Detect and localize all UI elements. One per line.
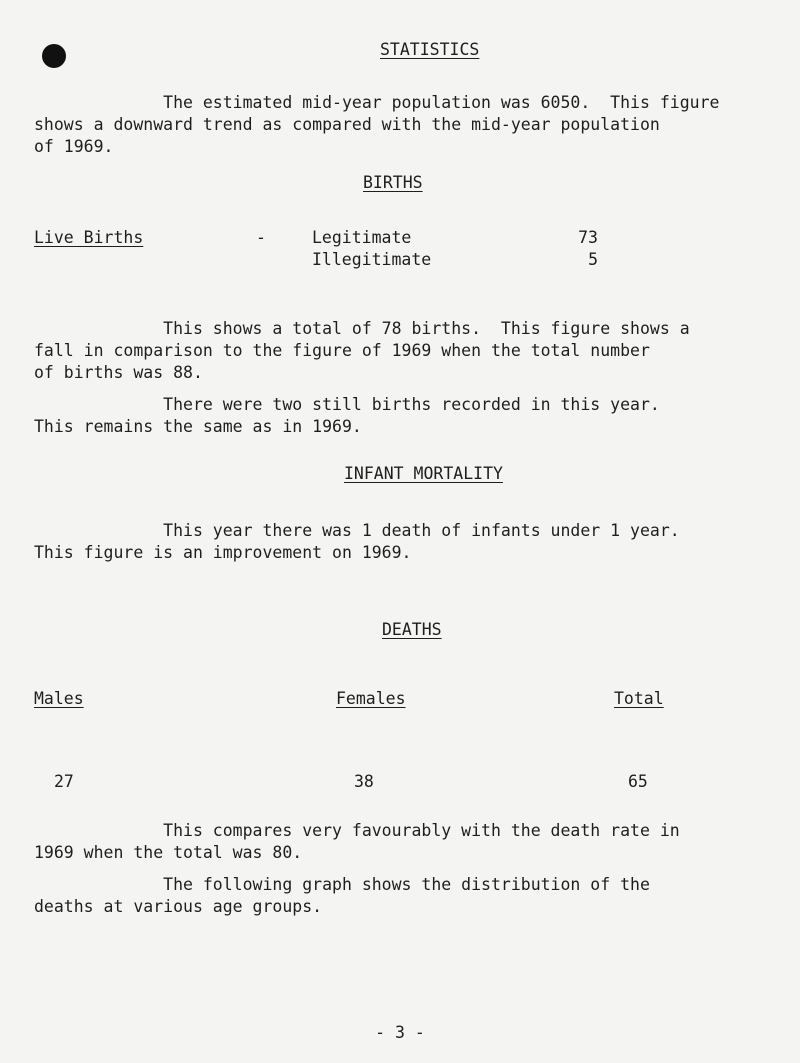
- illegitimate-label: Illegitimate: [312, 250, 432, 269]
- legitimate-value: 73: [578, 228, 598, 247]
- deaths-heading: DEATHS: [382, 620, 442, 639]
- legitimate-label: Legitimate: [312, 228, 412, 247]
- illegitimate-value: 5: [588, 250, 598, 269]
- males-label: Males: [34, 689, 84, 708]
- births-paragraph-2: There were two still births recorded in this year. This remains the same as in 1969.: [34, 395, 660, 436]
- females-value: 38: [354, 772, 374, 791]
- live-births-label: Live Births: [34, 228, 144, 247]
- page-title: STATISTICS: [380, 40, 480, 59]
- total-value: 65: [628, 772, 648, 791]
- births-paragraph-1: This shows a total of 78 births. This figure shows a fall in comparison to the figure of 1969 when the total number of births was 88.: [34, 319, 690, 382]
- intro-paragraph: The estimated mid-year population was 6050. This figure shows a downward trend as compared with the mid-year population of 1969.: [34, 93, 720, 156]
- bullet-mark: [42, 44, 66, 68]
- females-label: Females: [336, 689, 406, 708]
- deaths-paragraph-1: This compares very favourably with the death rate in 1969 when the total was 80.: [34, 821, 680, 862]
- page-number: - 3 -: [375, 1023, 425, 1042]
- deaths-paragraph-2: The following graph shows the distribution of the deaths at various age groups.: [34, 875, 650, 916]
- births-dash: -: [256, 228, 266, 247]
- infant-mortality-paragraph: This year there was 1 death of infants under 1 year. This figure is an improvement on 1969.: [34, 521, 680, 562]
- males-value: 27: [54, 772, 74, 791]
- births-heading: BIRTHS: [363, 173, 423, 192]
- total-label: Total: [614, 689, 664, 708]
- infant-mortality-heading: INFANT MORTALITY: [344, 464, 503, 483]
